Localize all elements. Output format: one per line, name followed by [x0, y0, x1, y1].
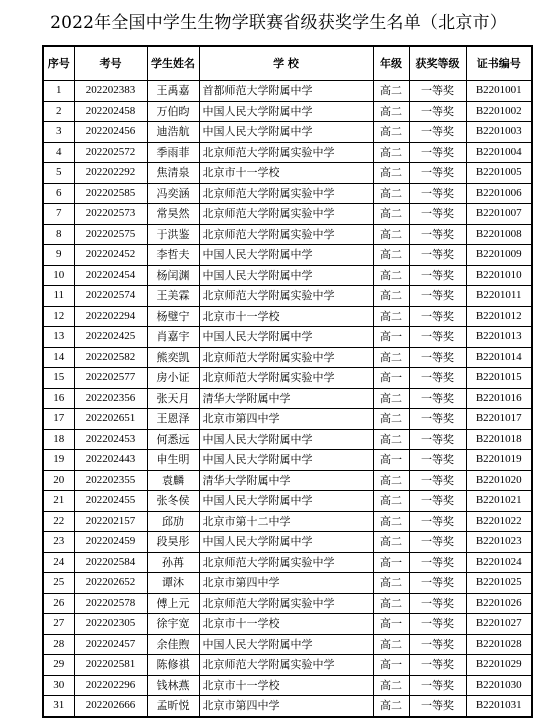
table-row — [43, 511, 532, 532]
cell-index: 10 — [43, 265, 74, 286]
table-row — [43, 696, 532, 717]
header-school: 学 校 — [199, 46, 373, 81]
cell-award: 一等奖 — [409, 347, 466, 368]
cell-exam-no: 202202575 — [74, 224, 147, 245]
cell-exam-no: 202202454 — [74, 265, 147, 286]
cell-index: 6 — [43, 183, 74, 204]
cell-grade: 高二 — [373, 573, 409, 594]
cell-cert: B2201016 — [466, 388, 532, 409]
cell-school: 中国人民大学附属中学 — [199, 265, 373, 286]
cell-school: 北京师范大学附属实验中学 — [199, 655, 373, 676]
cell-exam-no: 202202584 — [74, 552, 147, 573]
cell-grade: 高一 — [373, 450, 409, 471]
header-index: 序号 — [43, 46, 74, 81]
cell-name: 焦清泉 — [147, 163, 199, 184]
cell-exam-no: 202202582 — [74, 347, 147, 368]
cell-cert: B2201005 — [466, 163, 532, 184]
table-row — [43, 347, 532, 368]
cell-index: 19 — [43, 450, 74, 471]
cell-name: 钱林燕 — [147, 675, 199, 696]
cell-cert: B2201029 — [466, 655, 532, 676]
cell-award: 一等奖 — [409, 368, 466, 389]
table-row — [43, 245, 532, 266]
cell-exam-no: 202202294 — [74, 306, 147, 327]
cell-index: 29 — [43, 655, 74, 676]
cell-index: 22 — [43, 511, 74, 532]
cell-index: 17 — [43, 409, 74, 430]
cell-exam-no: 202202305 — [74, 614, 147, 635]
table-row — [43, 204, 532, 225]
cell-cert: B2201001 — [466, 81, 532, 102]
cell-grade: 高二 — [373, 388, 409, 409]
cell-grade: 高二 — [373, 245, 409, 266]
cell-award: 一等奖 — [409, 511, 466, 532]
cell-cert: B2201010 — [466, 265, 532, 286]
page-title: 2022年全国中学生生物学联赛省级获奖学生名单（北京市） — [50, 13, 507, 33]
cell-exam-no: 202202666 — [74, 696, 147, 717]
cell-award: 一等奖 — [409, 450, 466, 471]
cell-grade: 高二 — [373, 675, 409, 696]
cell-index: 7 — [43, 204, 74, 225]
cell-name: 傅上元 — [147, 593, 199, 614]
cell-exam-no: 202202572 — [74, 142, 147, 163]
cell-award: 一等奖 — [409, 101, 466, 122]
header-exam-no: 考号 — [74, 46, 147, 81]
cell-exam-no: 202202459 — [74, 532, 147, 553]
cell-award: 一等奖 — [409, 142, 466, 163]
cell-cert: B2201024 — [466, 552, 532, 573]
table-row — [43, 409, 532, 430]
cell-school: 中国人民大学附属中学 — [199, 491, 373, 512]
cell-exam-no: 202202573 — [74, 204, 147, 225]
cell-school: 北京市十一学校 — [199, 614, 373, 635]
cell-name: 陈修祺 — [147, 655, 199, 676]
cell-school: 北京市十一学校 — [199, 675, 373, 696]
cell-cert: B2201013 — [466, 327, 532, 348]
cell-school: 中国人民大学附属中学 — [199, 634, 373, 655]
cell-exam-no: 202202157 — [74, 511, 147, 532]
cell-cert: B2201031 — [466, 696, 532, 717]
cell-grade: 高二 — [373, 122, 409, 143]
table-row — [43, 450, 532, 471]
cell-award: 一等奖 — [409, 532, 466, 553]
cell-exam-no: 202202383 — [74, 81, 147, 102]
table-row — [43, 573, 532, 594]
cell-name: 孙苒 — [147, 552, 199, 573]
cell-award: 一等奖 — [409, 286, 466, 307]
cell-name: 余佳煦 — [147, 634, 199, 655]
cell-award: 一等奖 — [409, 614, 466, 635]
cell-award: 一等奖 — [409, 655, 466, 676]
table-row — [43, 142, 532, 163]
cell-grade: 高二 — [373, 593, 409, 614]
cell-grade: 高二 — [373, 306, 409, 327]
cell-name: 王美霖 — [147, 286, 199, 307]
cell-award: 一等奖 — [409, 634, 466, 655]
cell-school: 北京师范大学附属实验中学 — [199, 593, 373, 614]
cell-cert: B2201007 — [466, 204, 532, 225]
cell-index: 26 — [43, 593, 74, 614]
cell-award: 一等奖 — [409, 573, 466, 594]
table-header-row — [43, 46, 532, 81]
cell-grade: 高一 — [373, 614, 409, 635]
cell-school: 北京师范大学附属实验中学 — [199, 552, 373, 573]
cell-name: 申生明 — [147, 450, 199, 471]
cell-exam-no: 202202452 — [74, 245, 147, 266]
cell-award: 一等奖 — [409, 122, 466, 143]
cell-cert: B2201027 — [466, 614, 532, 635]
table-row — [43, 122, 532, 143]
cell-award: 一等奖 — [409, 327, 466, 348]
table-row — [43, 327, 532, 348]
cell-exam-no: 202202581 — [74, 655, 147, 676]
cell-name: 杨闰渊 — [147, 265, 199, 286]
cell-cert: B2201021 — [466, 491, 532, 512]
award-table — [42, 45, 533, 718]
cell-cert: B2201009 — [466, 245, 532, 266]
cell-cert: B2201020 — [466, 470, 532, 491]
cell-grade: 高二 — [373, 265, 409, 286]
cell-index: 23 — [43, 532, 74, 553]
cell-exam-no: 202202456 — [74, 122, 147, 143]
cell-award: 一等奖 — [409, 675, 466, 696]
cell-school: 北京师范大学附属实验中学 — [199, 347, 373, 368]
cell-name: 于洪鉴 — [147, 224, 199, 245]
cell-award: 一等奖 — [409, 163, 466, 184]
cell-cert: B2201030 — [466, 675, 532, 696]
cell-name: 房小证 — [147, 368, 199, 389]
cell-school: 北京市第四中学 — [199, 696, 373, 717]
cell-exam-no: 202202296 — [74, 675, 147, 696]
table-row — [43, 265, 532, 286]
table-row — [43, 470, 532, 491]
cell-cert: B2201004 — [466, 142, 532, 163]
cell-grade: 高二 — [373, 81, 409, 102]
cell-grade: 高二 — [373, 183, 409, 204]
cell-index: 5 — [43, 163, 74, 184]
cell-cert: B2201017 — [466, 409, 532, 430]
cell-award: 一等奖 — [409, 245, 466, 266]
cell-index: 3 — [43, 122, 74, 143]
cell-school: 北京师范大学附属实验中学 — [199, 142, 373, 163]
cell-exam-no: 202202577 — [74, 368, 147, 389]
cell-award: 一等奖 — [409, 429, 466, 450]
cell-school: 北京市十一学校 — [199, 163, 373, 184]
cell-exam-no: 202202651 — [74, 409, 147, 430]
cell-name: 迪浩航 — [147, 122, 199, 143]
cell-index: 25 — [43, 573, 74, 594]
cell-school: 北京师范大学附属实验中学 — [199, 183, 373, 204]
cell-school: 北京师范大学附属实验中学 — [199, 368, 373, 389]
cell-award: 一等奖 — [409, 388, 466, 409]
cell-name: 季雨菲 — [147, 142, 199, 163]
table-row — [43, 368, 532, 389]
table-row — [43, 491, 532, 512]
table-row — [43, 306, 532, 327]
header-grade: 年级 — [373, 46, 409, 81]
cell-exam-no: 202202425 — [74, 327, 147, 348]
cell-grade: 高二 — [373, 163, 409, 184]
table-row — [43, 81, 532, 102]
cell-school: 中国人民大学附属中学 — [199, 450, 373, 471]
cell-award: 一等奖 — [409, 552, 466, 573]
cell-index: 21 — [43, 491, 74, 512]
cell-index: 30 — [43, 675, 74, 696]
cell-cert: B2201008 — [466, 224, 532, 245]
cell-exam-no: 202202458 — [74, 101, 147, 122]
cell-award: 一等奖 — [409, 306, 466, 327]
cell-award: 一等奖 — [409, 183, 466, 204]
cell-cert: B2201025 — [466, 573, 532, 594]
cell-exam-no: 202202443 — [74, 450, 147, 471]
cell-name: 肖嘉宇 — [147, 327, 199, 348]
cell-grade: 高二 — [373, 470, 409, 491]
cell-grade: 高二 — [373, 286, 409, 307]
table-row — [43, 593, 532, 614]
cell-cert: B2201019 — [466, 450, 532, 471]
cell-school: 北京市第十二中学 — [199, 511, 373, 532]
cell-award: 一等奖 — [409, 224, 466, 245]
cell-index: 2 — [43, 101, 74, 122]
cell-cert: B2201028 — [466, 634, 532, 655]
cell-school: 北京师范大学附属实验中学 — [199, 224, 373, 245]
cell-index: 31 — [43, 696, 74, 717]
cell-school: 北京师范大学附属实验中学 — [199, 286, 373, 307]
cell-exam-no: 202202578 — [74, 593, 147, 614]
cell-grade: 高二 — [373, 101, 409, 122]
table-row — [43, 655, 532, 676]
cell-grade: 高二 — [373, 532, 409, 553]
cell-school: 北京师范大学附属实验中学 — [199, 204, 373, 225]
table-row — [43, 675, 532, 696]
cell-award: 一等奖 — [409, 265, 466, 286]
cell-cert: B2201014 — [466, 347, 532, 368]
cell-index: 9 — [43, 245, 74, 266]
table-row — [43, 286, 532, 307]
table-row — [43, 224, 532, 245]
cell-index: 16 — [43, 388, 74, 409]
table-row — [43, 532, 532, 553]
cell-index: 4 — [43, 142, 74, 163]
cell-name: 熊奕凯 — [147, 347, 199, 368]
cell-index: 11 — [43, 286, 74, 307]
cell-school: 中国人民大学附属中学 — [199, 122, 373, 143]
cell-index: 28 — [43, 634, 74, 655]
cell-name: 王禹嘉 — [147, 81, 199, 102]
cell-grade: 高二 — [373, 634, 409, 655]
cell-exam-no: 202202355 — [74, 470, 147, 491]
cell-index: 20 — [43, 470, 74, 491]
cell-name: 段昊彤 — [147, 532, 199, 553]
cell-cert: B2201006 — [466, 183, 532, 204]
cell-exam-no: 202202585 — [74, 183, 147, 204]
table-row — [43, 163, 532, 184]
cell-name: 袁麟 — [147, 470, 199, 491]
table-body — [43, 81, 532, 717]
cell-exam-no: 202202453 — [74, 429, 147, 450]
cell-name: 孟昕悦 — [147, 696, 199, 717]
table-row — [43, 634, 532, 655]
cell-cert: B2201022 — [466, 511, 532, 532]
cell-cert: B2201003 — [466, 122, 532, 143]
cell-cert: B2201018 — [466, 429, 532, 450]
cell-index: 1 — [43, 81, 74, 102]
cell-exam-no: 202202652 — [74, 573, 147, 594]
cell-grade: 高二 — [373, 491, 409, 512]
cell-name: 杨璧宁 — [147, 306, 199, 327]
cell-grade: 高二 — [373, 142, 409, 163]
cell-name: 邱劢 — [147, 511, 199, 532]
cell-school: 中国人民大学附属中学 — [199, 245, 373, 266]
cell-school: 清华大学附属中学 — [199, 388, 373, 409]
cell-cert: B2201026 — [466, 593, 532, 614]
cell-cert: B2201002 — [466, 101, 532, 122]
cell-index: 24 — [43, 552, 74, 573]
cell-exam-no: 202202455 — [74, 491, 147, 512]
cell-award: 一等奖 — [409, 204, 466, 225]
cell-school: 中国人民大学附属中学 — [199, 532, 373, 553]
cell-cert: B2201023 — [466, 532, 532, 553]
cell-school: 中国人民大学附属中学 — [199, 327, 373, 348]
cell-school: 北京市第四中学 — [199, 409, 373, 430]
cell-grade: 高二 — [373, 204, 409, 225]
cell-school: 中国人民大学附属中学 — [199, 101, 373, 122]
table-row — [43, 183, 532, 204]
cell-name: 张天月 — [147, 388, 199, 409]
cell-award: 一等奖 — [409, 696, 466, 717]
cell-school: 北京市十一学校 — [199, 306, 373, 327]
header-cert: 证书编号 — [466, 46, 532, 81]
cell-cert: B2201015 — [466, 368, 532, 389]
cell-name: 万伯昀 — [147, 101, 199, 122]
cell-name: 冯奕涵 — [147, 183, 199, 204]
cell-index: 18 — [43, 429, 74, 450]
cell-school: 北京市第四中学 — [199, 573, 373, 594]
cell-exam-no: 202202356 — [74, 388, 147, 409]
cell-index: 13 — [43, 327, 74, 348]
cell-grade: 高二 — [373, 696, 409, 717]
table-row — [43, 614, 532, 635]
cell-name: 张冬侯 — [147, 491, 199, 512]
table-row — [43, 429, 532, 450]
cell-grade: 高二 — [373, 429, 409, 450]
cell-award: 一等奖 — [409, 491, 466, 512]
cell-name: 徐宇宽 — [147, 614, 199, 635]
cell-grade: 高二 — [373, 511, 409, 532]
cell-index: 14 — [43, 347, 74, 368]
cell-grade: 高一 — [373, 327, 409, 348]
table-row — [43, 101, 532, 122]
header-name: 学生姓名 — [147, 46, 199, 81]
cell-exam-no: 202202574 — [74, 286, 147, 307]
cell-grade: 高一 — [373, 552, 409, 573]
cell-school: 首都师范大学附属中学 — [199, 81, 373, 102]
cell-award: 一等奖 — [409, 409, 466, 430]
cell-name: 何悉远 — [147, 429, 199, 450]
cell-exam-no: 202202457 — [74, 634, 147, 655]
cell-cert: B2201012 — [466, 306, 532, 327]
cell-index: 8 — [43, 224, 74, 245]
header-award: 获奖等级 — [409, 46, 466, 81]
cell-index: 27 — [43, 614, 74, 635]
cell-grade: 高二 — [373, 409, 409, 430]
cell-award: 一等奖 — [409, 81, 466, 102]
cell-name: 常昊然 — [147, 204, 199, 225]
cell-award: 一等奖 — [409, 470, 466, 491]
cell-name: 李哲夫 — [147, 245, 199, 266]
cell-grade: 高二 — [373, 224, 409, 245]
cell-index: 12 — [43, 306, 74, 327]
table-row — [43, 388, 532, 409]
cell-index: 15 — [43, 368, 74, 389]
cell-exam-no: 202202292 — [74, 163, 147, 184]
cell-grade: 高二 — [373, 347, 409, 368]
cell-award: 一等奖 — [409, 593, 466, 614]
cell-school: 中国人民大学附属中学 — [199, 429, 373, 450]
cell-school: 清华大学附属中学 — [199, 470, 373, 491]
table-row — [43, 552, 532, 573]
cell-name: 王恩泽 — [147, 409, 199, 430]
cell-cert: B2201011 — [466, 286, 532, 307]
cell-grade: 高一 — [373, 655, 409, 676]
cell-name: 谭沐 — [147, 573, 199, 594]
cell-grade: 高一 — [373, 368, 409, 389]
